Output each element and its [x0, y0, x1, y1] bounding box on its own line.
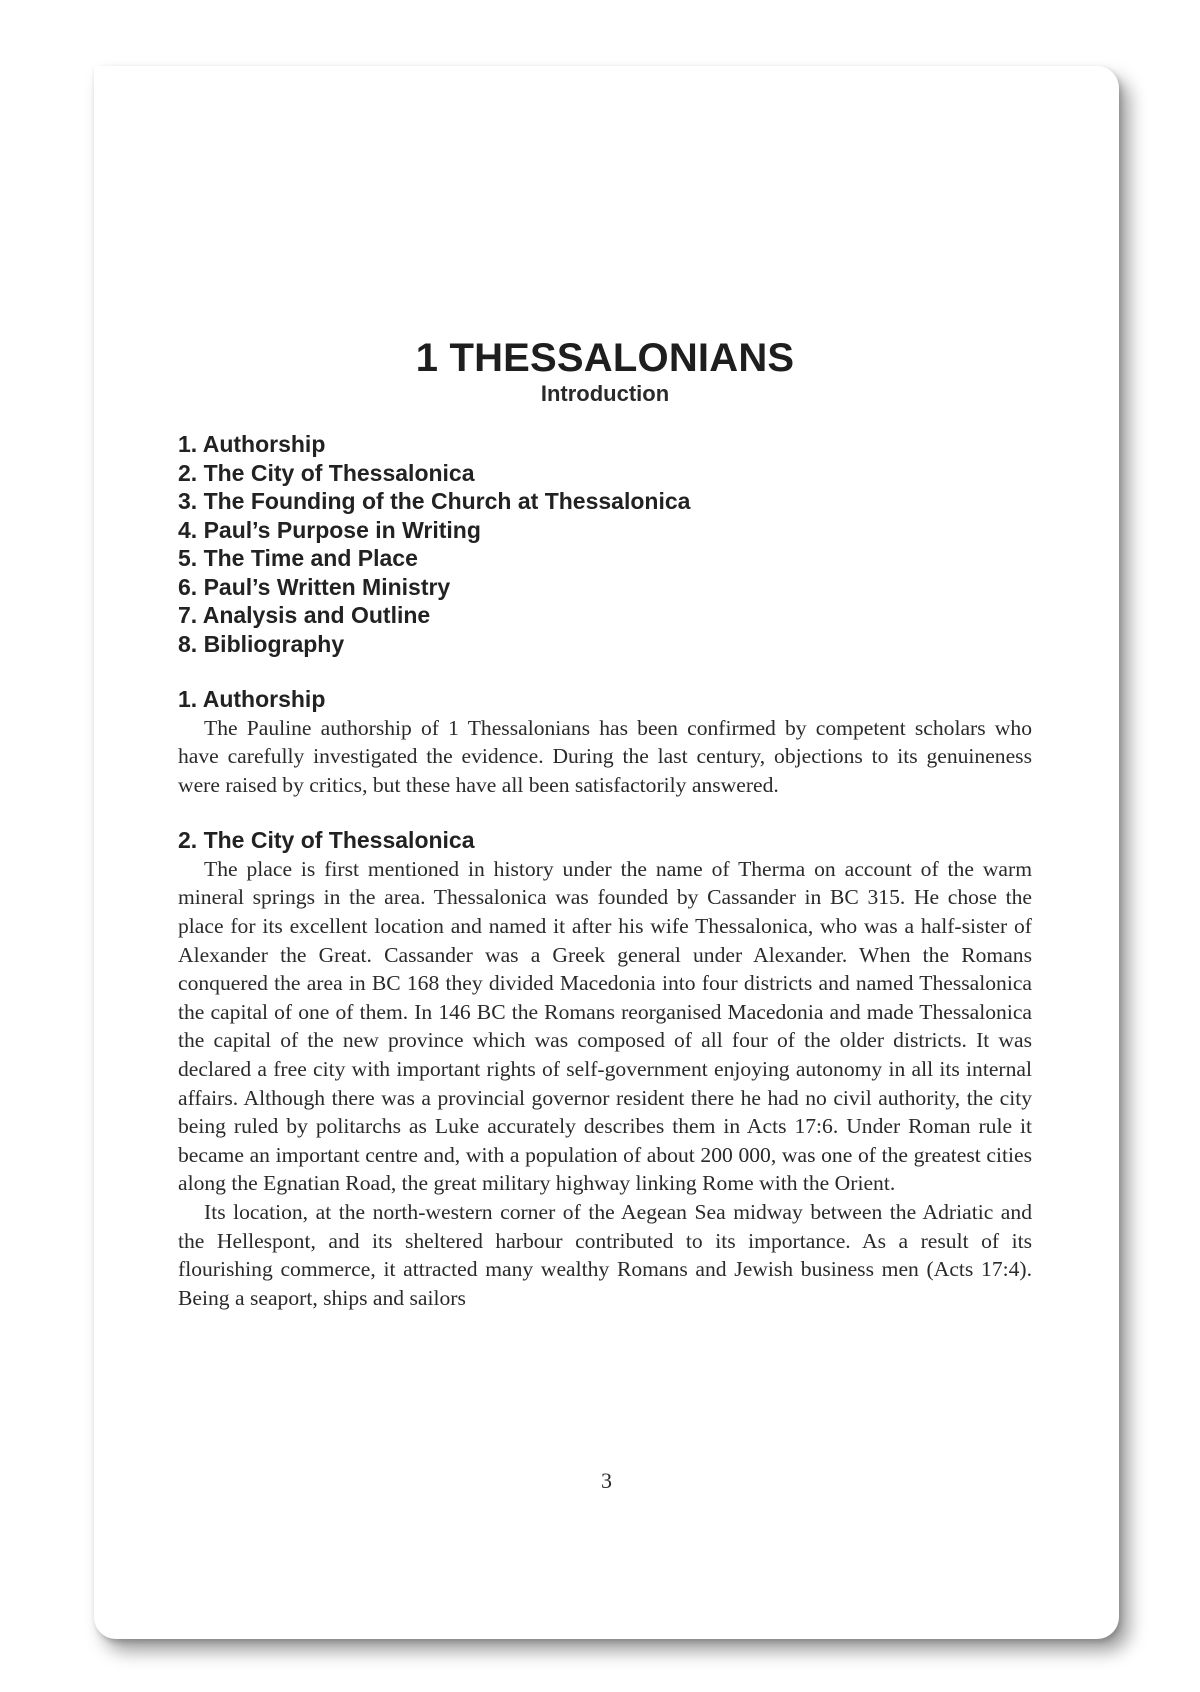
toc-item-purpose: 4. Paul’s Purpose in Writing: [178, 516, 481, 543]
toc-item-time-place: 5. The Time and Place: [178, 545, 418, 571]
section-heading: 2. The City of Thessalonica: [178, 827, 475, 854]
toc-item-bibliography: 8. Bibliography: [178, 630, 345, 657]
toc-item-written-ministry: 6. Paul’s Written Ministry: [178, 573, 451, 600]
toc-item-authorship: 1. Authorship: [178, 431, 326, 457]
page-title: 1 THESSALONIANS: [415, 336, 795, 380]
paragraph: The place is first mentioned in history under the name of Therma on account of the warm mineral springs in the area. Thessalonica was founded by Cassander in BC 315. He chose the place for its excellent location and named it after his wife Thessalonica, who was a half-sister of Alexander the Great. Cassander was a Greek general under Alexander. When the Romans conquered the area in BC 168 they divided Macedonia into four districts and named Thessalonica the capital of one of them. In 146 BC the Romans reorganised Macedonia and made Thessalonica the capital of the new province which was composed of all four of the older districts. It was declared a free city with important rights of self-government enjoying autonomy in all its internal affairs. Although there was a provincial governor resident there he had no civil authority, the city being ruled by politarchs as Luke accurately describes them in Acts 17:6. Under Roman rule it became an important centre and, with a population of about 200 000, was one of the greatest cities along the Egnatian Road, the great military highway linking Rome with the Orient.: [178, 856, 1032, 1196]
book-page: [94, 66, 1119, 1639]
paragraph: Its location, at the north-western corner of the Aegean Sea midway between the Adriatic and the Hellespont, and its sheltered harbour contributed to its importance. As a result of its flourishing commerce, it attracted many wealthy Romans and Jewish business men (Acts 17:4). Being a seaport, ships and sailors: [178, 1199, 1032, 1310]
paragraph: The Pauline authorship of 1 Thessalonians has been confirmed by competent scholars who have carefully investigated the evidence. During the last century, objections to its genuineness were raised by critics, but these have all been satisfactorily answered.: [178, 715, 1032, 797]
page-content: [178, 336, 1032, 1339]
page-number: 3: [601, 1468, 612, 1493]
toc-item-analysis: 7. Analysis and Outline: [178, 602, 431, 628]
table-of-contents: [178, 430, 1032, 658]
section-city: [178, 826, 1032, 1312]
toc-item-city: 2. The City of Thessalonica: [178, 459, 475, 486]
toc-item-founding: 3. The Founding of the Church at Thessalonica: [178, 488, 691, 514]
section-authorship: [178, 685, 1032, 799]
page-subtitle: Introduction: [540, 381, 670, 406]
section-heading: 1. Authorship: [178, 686, 326, 712]
